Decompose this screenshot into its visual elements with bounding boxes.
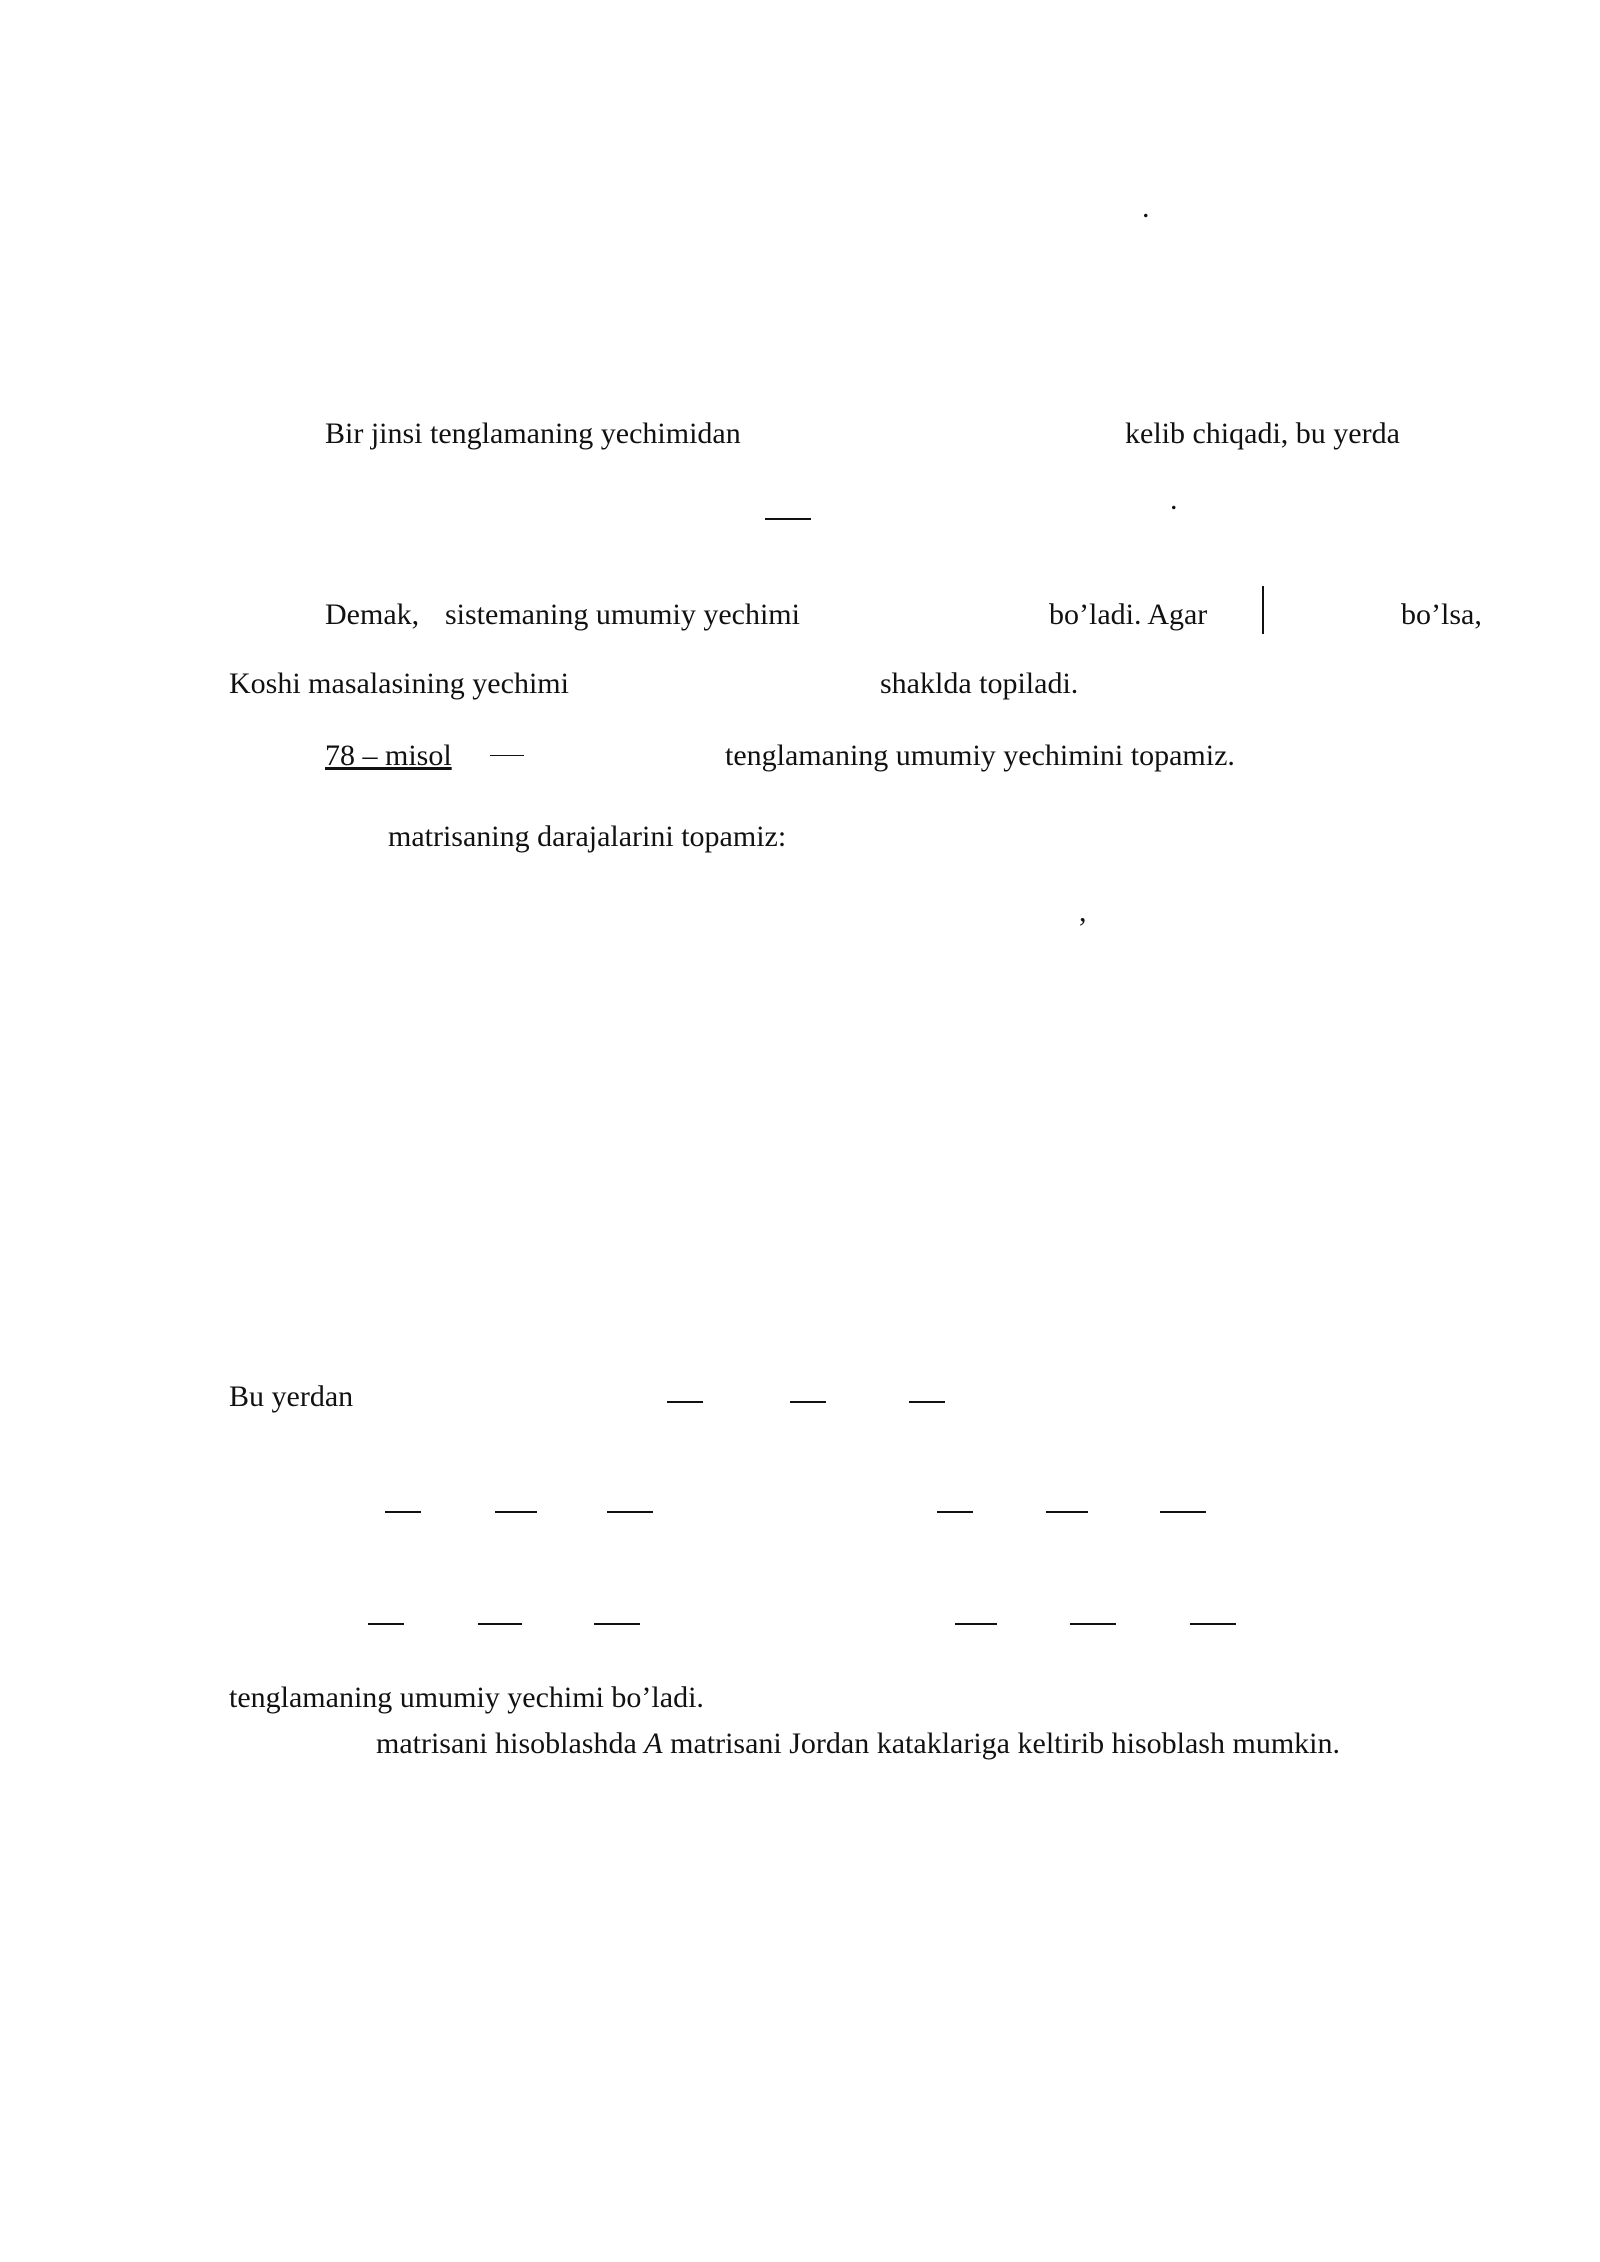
text-bir-jinsi: Bir jinsi tenglamaning yechimidan <box>325 417 741 450</box>
fraction-bar <box>385 1511 421 1513</box>
text-koshi: Koshi masalasining yechimi <box>229 667 569 700</box>
text-demak: Demak, <box>325 598 420 631</box>
text-matrisani-part2: matrisani Jordan kataklariga keltirib hisoblash mumkin. <box>670 1727 1340 1760</box>
evaluation-bar <box>1262 586 1264 634</box>
fraction-bar <box>495 1511 537 1513</box>
fraction-bar <box>594 1623 640 1625</box>
text-matrisani-part1: matrisani hisoblashda <box>376 1727 637 1760</box>
fraction-bar <box>478 1623 522 1625</box>
matrix-a-symbol: A <box>644 1727 663 1760</box>
text-bu-yerdan: Bu yerdan <box>229 1380 354 1413</box>
fraction-bar <box>937 1511 973 1513</box>
fraction-bar <box>1190 1623 1236 1625</box>
text-kelib-chiqadi: kelib chiqadi, bu yerda <box>1125 417 1400 450</box>
text-shaklda: shaklda topiladi. <box>880 667 1079 700</box>
fraction-bar <box>955 1623 997 1625</box>
text-bolsa: bo’lsa, <box>1401 598 1482 631</box>
text-matrisaning: matrisaning darajalarini topamiz: <box>388 820 787 853</box>
fraction-bar <box>1046 1511 1088 1513</box>
fraction-bar <box>368 1623 404 1625</box>
text-boladi-agar: bo’ladi. Agar <box>1049 598 1208 631</box>
derivative-bar <box>490 755 524 756</box>
comma-mark: , <box>1079 895 1087 928</box>
fraction-bar <box>1160 1511 1206 1513</box>
fraction-bar <box>1070 1623 1116 1625</box>
period-mark-definition: . <box>1170 483 1178 516</box>
text-matrisani-line <box>376 1729 1340 1759</box>
period-mark-top: . <box>1142 191 1150 224</box>
text-umumiy-yechim: tenglamaning umumiy yechimi bo’ladi. <box>229 1681 704 1714</box>
text-sistemaning: sistemaning umumiy yechimi <box>445 598 800 631</box>
fraction-bar <box>790 1401 826 1403</box>
fraction-bar <box>765 518 811 520</box>
example-label: 78 – misol <box>325 739 452 772</box>
fraction-bar <box>607 1511 653 1513</box>
fraction-bar <box>909 1401 945 1403</box>
text-misol: tenglamaning umumiy yechimini topamiz. <box>725 739 1235 772</box>
fraction-bar <box>667 1401 703 1403</box>
